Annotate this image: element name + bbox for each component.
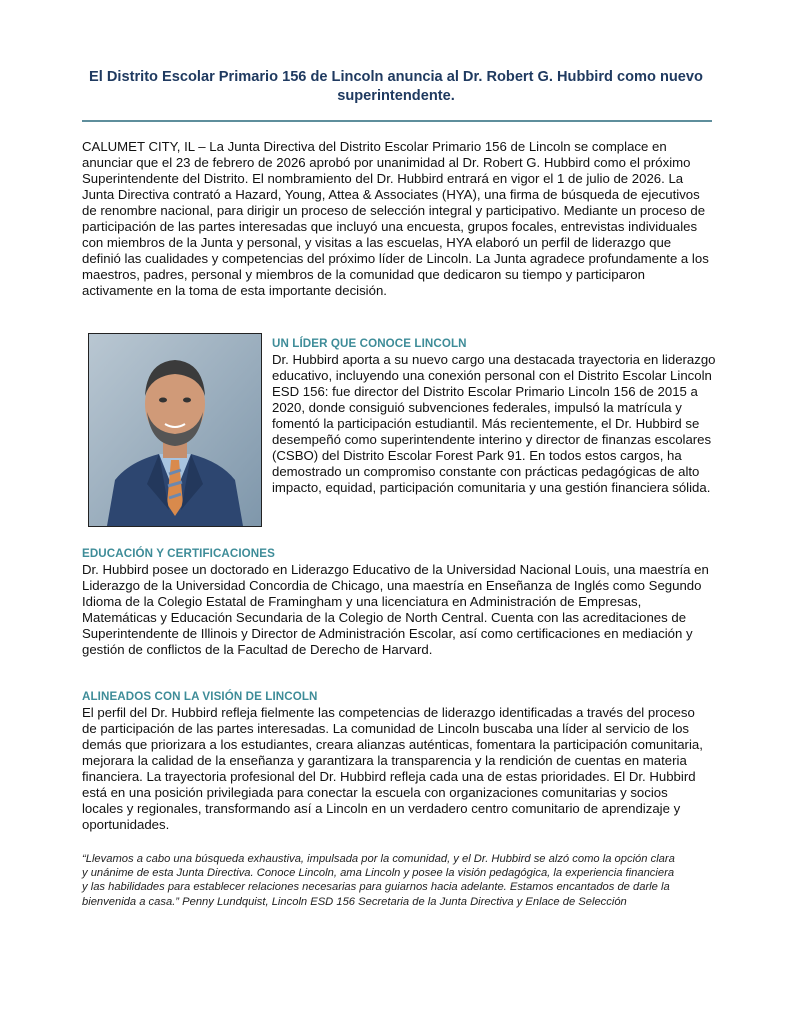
title-divider: [82, 120, 712, 122]
intro-paragraph: CALUMET CITY, IL – La Junta Directiva del Distrito Escolar Primario 156 de Lincoln se complace en anunciar que el 23 de febrero de 2026 aprobó por unanimidad al Dr. Robert G. Hubbird como el próximo Superintendente del Distrito. El nombramiento del Dr. Hubbird entrará en vigor el 1 de julio de 2026. La Junta Directiva contrató a Hazard, Young, Attea & Associates (HYA), una firma de búsqueda de ejecutivos de renombre nacional, para dirigir un proceso de selección integral y participativo. Mediante un proceso de participación de las partes interesadas que incluyó una encuesta, grupos focales, entrevistas individuales con miembros de la Junta y personal, y visitas a las escuelas, HYA elaboró un perfil de liderazgo que definió las cualidades y competencias del próximo líder de Lincoln. La Junta agradece profundamente a los maestros, padres, personal y miembros de la comunidad que dedicaron su tiempo y participaron activamente en la toma de esta importante decisión.: [82, 139, 709, 298]
education-body: Dr. Hubbird posee un doctorado en Liderazgo Educativo de la Universidad Nacional Louis, una maestría en Liderazgo de la Universidad Concordia de Chicago, una maestría en Enseñanza de Inglés como Segundo Idioma de la Colegio Estatal de Framingham y una licenciatura en Administración de Empresas, Matemáticas y Educación Secundaria de la Colegio de North Central. Cuenta con las acreditaciones de Superintendente de Illinois y Director de Administración Escolar, así como certificaciones en mediación y gestión de conflictos de la Facultad de Derecho de Harvard.: [82, 562, 709, 657]
education-section: [82, 546, 712, 658]
leader-section: [272, 336, 716, 496]
education-heading: EDUCACIÓN Y CERTIFICACIONES: [82, 547, 275, 560]
board-quote: “Llevamos a cabo una búsqueda exhaustiva, impulsada por la comunidad, y el Dr. Hubbird se alzó como la opción clara y unánime de esta Junta Directiva. Conoce Lincoln, ama Lincoln y posee la visión pedagógica, la experiencia financiera y las habilidades para establecer relaciones necesarias para guiarnos hacia adelante. Estamos encantados de darle la bienvenida a casa.” Penny Lundquist, Lincoln ESD 156 Secretaria de la Junta Directiva y Enlace de Selección: [82, 853, 675, 908]
portrait-photo-icon: [89, 334, 261, 526]
portrait-photo: [88, 333, 262, 527]
vision-section: [82, 689, 712, 833]
vision-heading: ALINEADOS CON LA VISIÓN DE LINCOLN: [82, 690, 318, 703]
leader-heading: UN LÍDER QUE CONOCE LINCOLN: [272, 337, 467, 350]
vision-body: El perfil del Dr. Hubbird refleja fielmente las competencias de liderazgo identificadas a través del proceso de participación de las partes interesadas. La comunidad de Lincoln buscaba una líder al servicio de los demás que priorizara a los estudiantes, creara alianzas auténticas, fomentara la participación comunitaria, mejorara la calidad de la enseñanza y garantizara la transparencia y la rendición de cuentas en materia financiera. La trayectoria profesional del Dr. Hubbird refleja cada una de estas prioridades. El Dr. Hubbird está en una posición privilegiada para conectar la escuela con organizaciones comunitarias y socios locales y regionales, transformando así a Lincoln en un verdadero centro comunitario de aprendizaje y oportunidades.: [82, 705, 703, 832]
page-title: El Distrito Escolar Primario 156 de Lincoln anuncia al Dr. Robert G. Hubbird como nuevo superintendente.: [89, 69, 703, 104]
leader-body: Dr. Hubbird aporta a su nuevo cargo una destacada trayectoria en liderazgo educativo, incluyendo una conexión personal con el Distrito Escolar Lincoln ESD 156: fue director del Distrito Escolar Primario Lincoln 156 de 2015 a 2020, donde consiguió subvenciones federales, impulsó la matrícula y fomentó la participación estudiantil. Más recientemente, el Dr. Hubbird se desempeñó como superintendente interino y director de finanzas escolares (CSBO) del Distrito Escolar Forest Park 91. En todos estos cargos, ha demostrado un compromiso constante con prácticas pedagógicas de alto impacto, equidad, participación comunitaria y una gestión financiera sólida.: [272, 352, 716, 495]
